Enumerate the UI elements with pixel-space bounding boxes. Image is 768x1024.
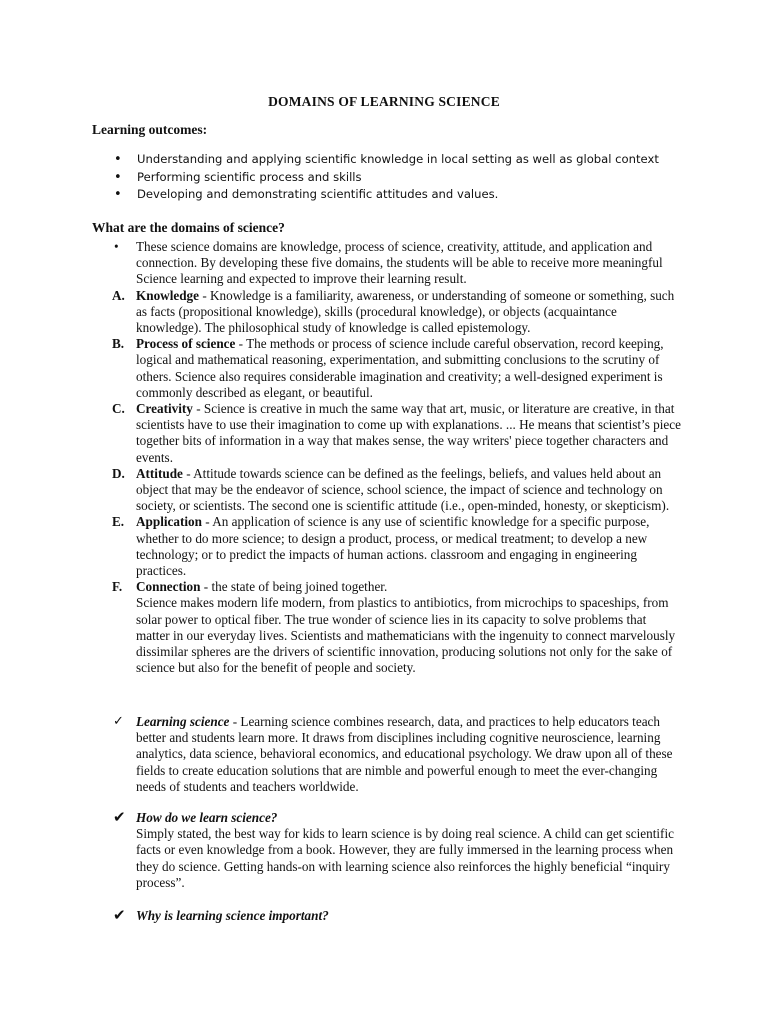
how-learn-block (92, 810, 682, 891)
domain-term: Attitude (136, 465, 183, 481)
domain-marker: A. (112, 287, 125, 303)
outcome-item: • Understanding and applying scientific knowledge in local setting as well as global context (92, 151, 692, 169)
domain-item-connection (92, 579, 682, 676)
learning-science-text: - Learning science combines research, data, and practices to help educators teach better and students learn more. It draws from disciplines including cognitive neuroscience, learning analytics, data science, behavioral economics, and educational psychology. We draw upon all of these fields to create education solutions that are nimble and powerful enough to meet the ever-changing needs of students and teachers worldwide. (136, 714, 673, 794)
bullet-marker: • (114, 239, 119, 254)
domain-marker: E. (112, 514, 125, 530)
checkmark-icon: ✔ (113, 906, 126, 924)
page-title: DOMAINS OF LEARNING SCIENCE (268, 94, 500, 109)
domain-term: Connection (136, 579, 201, 595)
domain-item-attitude (92, 466, 682, 515)
domain-text: - the state of being joined together. (200, 579, 388, 595)
domain-marker: C. (112, 401, 125, 417)
domain-term: Application (136, 514, 202, 530)
domain-item-creativity (92, 401, 682, 466)
outcomes-heading: Learning outcomes: (92, 122, 208, 137)
intro-paragraph (92, 239, 682, 288)
domain-term: Creativity (136, 401, 193, 417)
domain-item-application (92, 514, 682, 579)
learning-science-block (92, 714, 682, 795)
domains-section (92, 239, 682, 676)
domain-text: - An application of science is any use of scientific knowledge for a specific purpose, whether to do more science; to design a product, process, or medical treatment; to develop a new technology; or to predict the impacts of human actions. classroom and engaging in engineering practices. (136, 514, 650, 579)
domains-heading: What are the domains of science? (92, 220, 285, 235)
domain-marker: B. (112, 336, 125, 352)
domain-term: Knowledge (136, 287, 200, 303)
connection-paragraph: Science makes modern life modern, from plastics to antibiotics, from microchips to spaceships, from solar power to optical fiber. The true wonder of science lies in its capacity to solve problems that matter in our everyday lives. Scientists and mathematicians with the ingenuity to connect marvelously dissimilar spheres are the drivers of scientific innovation, producing solutions not only for the sake of science but also for the benefit of people and society. (136, 595, 676, 676)
how-learn-text: Simply stated, the best way for kids to learn science is by doing real science. A child can get scientific facts or even knowledge from a book. However, they are fully immersed in the learning process when they do science. Getting hands-on with learning science also reinforces the highly beneficial “inquiry process”. (136, 826, 674, 890)
domain-item-knowledge (92, 288, 682, 337)
why-important-block (92, 908, 682, 924)
domain-text: - The methods or process of science include careful observation, record keeping, logical and mathematical reasoning, experimentation, and submitting conclusions to the scrutiny of others. Science also requires considerable imagination and creativity; a well-designed experiment is commonly described as elegant, or beautiful. (136, 336, 664, 400)
why-important-question: Why is learning science important? (136, 908, 329, 923)
checkmark-icon: ✔ (113, 808, 126, 826)
domain-marker: D. (112, 465, 125, 481)
checkmark-icon: ✓ (113, 714, 124, 729)
learning-science-row (92, 714, 682, 795)
learning-science-term: Learning science (136, 714, 230, 729)
intro-text: These science domains are knowledge, process of science, creativity, attitude, and application and connection. By developing these five domains, the students will be able to receive more meaningful Science learning and expected to improve their learning result. (136, 239, 663, 287)
why-important-row (92, 908, 682, 924)
outcome-item: • Developing and demonstrating scientific attitudes and values. (92, 186, 692, 204)
outcome-item: • Performing scientific process and skills (92, 169, 692, 187)
domain-term: Process of science (136, 336, 236, 352)
outcomes-list (92, 151, 692, 204)
domain-text: - Science is creative in much the same way that art, music, or literature are creative, in that scientists have to use their imagination to come up with explanations. ... He means that scientist’s piece together bits of information in a way that makes sense, the way writers' piece together characters and events. (136, 401, 681, 465)
domain-text: - Attitude towards science can be defined as the feelings, beliefs, and values held about an object that may be the endeavor of science, school science, the impact of science and technology on society, or scientists. The second one is scientific attitude (i.e., open-minded, honesty, or skepticism). (136, 465, 670, 514)
how-learn-row (92, 810, 682, 891)
domain-item-process (92, 336, 682, 401)
domain-text: - Knowledge is a familiarity, awareness, or understanding of someone or something, such as facts (propositional knowledge), skills (procedural knowledge), or objects (acquaintance knowledge). The philosophical study of knowledge is called epistemology. (136, 287, 675, 336)
how-learn-question: How do we learn science? (136, 810, 278, 825)
domain-marker: F. (112, 579, 123, 595)
